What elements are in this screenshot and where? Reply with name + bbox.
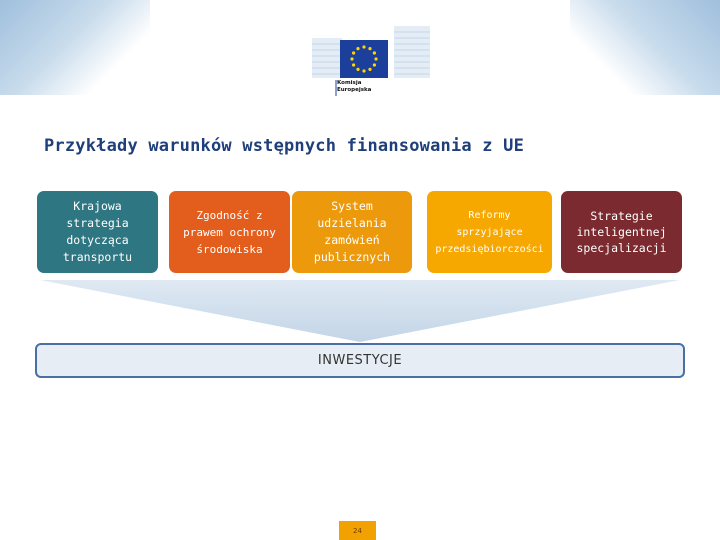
precondition-box-smart-specialisation	[561, 191, 682, 273]
logo-label-line2: Europejska	[337, 87, 372, 93]
precondition-label: Reformy sprzyjające przedsiębiorczości	[435, 209, 544, 255]
precondition-box-procurement	[292, 191, 412, 273]
investments-bar	[35, 343, 685, 378]
investments-label: INWESTYCJE	[317, 353, 403, 368]
precondition-label: Zgodność z prawem ochrony środowiska	[183, 208, 276, 256]
logo-label	[337, 80, 387, 94]
precondition-label: Strategie inteligentnej specjalizacji	[576, 209, 667, 255]
funnel-arrow	[40, 280, 680, 346]
header-decoration-left	[0, 0, 150, 95]
page-title: Przykłady warunków wstępnych finansowania z UE	[44, 136, 525, 156]
header-decoration-right	[570, 0, 720, 95]
precondition-box-entrepreneurship	[427, 191, 552, 273]
logo-label-line1: Komisja	[337, 80, 362, 86]
precondition-label: System udzielania zamówień publicznych	[313, 199, 391, 264]
precondition-box-transport	[37, 191, 158, 273]
precondition-box-environment	[169, 191, 290, 273]
page-number: 24	[339, 521, 376, 540]
precondition-label: Krajowa strategia dotycząca transportu	[62, 199, 133, 264]
